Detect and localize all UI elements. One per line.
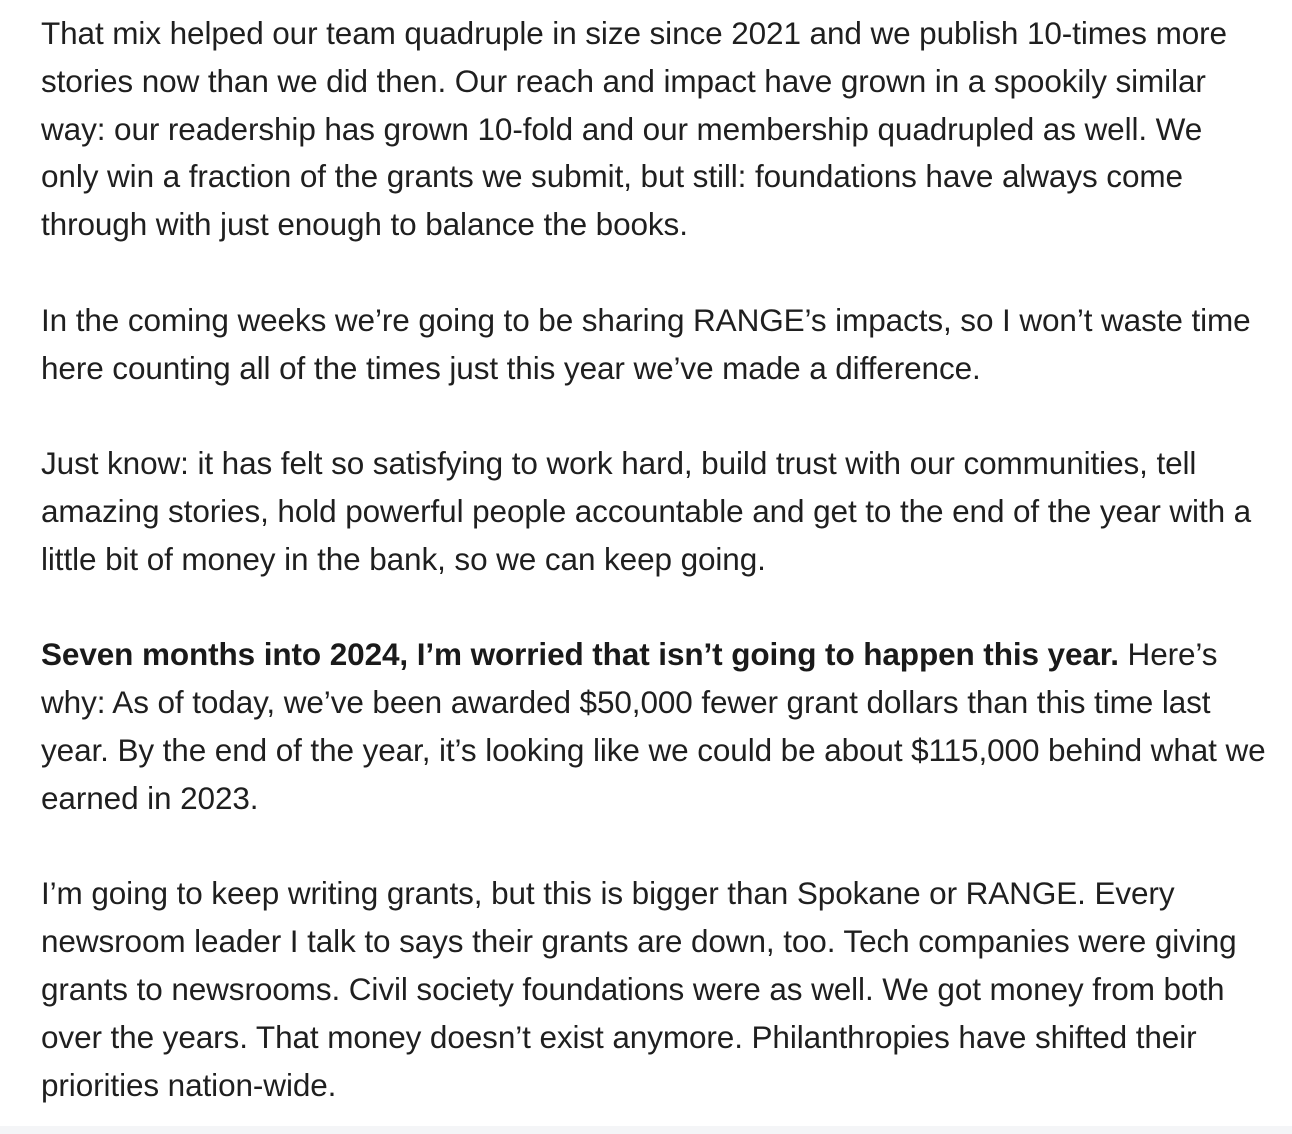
bottom-divider	[0, 1126, 1292, 1134]
paragraph-worried	[41, 631, 1266, 822]
paragraph-growth-text: That mix helped our team quadruple in size since 2021 and we publish 10-times more stories now than we did then. Our reach and impact have grown in a spookily similar way: our readership has grown 10-fold and our membership quadrupled as well. We only win a fraction of the grants we submit, but still: foundations have always come through with just enough to balance the books.	[41, 15, 1227, 243]
paragraph-satisfying-text: Just know: it has felt so satisfying to work hard, build trust with our communities, tell amazing stories, hold powerful people accountable and get to the end of the year with a little bit of money in the bank, so we can keep going.	[41, 445, 1252, 577]
paragraph-worried-bold: Seven months into 2024, I’m worried that isn’t going to happen this year.	[41, 636, 1119, 673]
paragraph-impacts	[41, 297, 1266, 393]
article-body	[41, 10, 1266, 1109]
paragraph-grants-text: I’m going to keep writing grants, but this is bigger than Spokane or RANGE. Every newsroom leader I talk to says their grants are down, too. Tech companies were giving grants to newsrooms. Civil society foundations were as well. We got money from both over the years. That money doesn’t exist anymore. Philanthropies have shifted their priorities nation-wide.	[41, 875, 1237, 1103]
paragraph-growth	[41, 10, 1266, 249]
paragraph-satisfying	[41, 440, 1266, 583]
paragraph-worried-text: Here’s why: As of today, we’ve been awarded $50,000 fewer grant dollars than this time last year. By the end of the year, it’s looking like we could be about $115,000 behind what we earned in 2023.	[41, 636, 1266, 816]
paragraph-grants	[41, 870, 1266, 1109]
paragraph-impacts-text: In the coming weeks we’re going to be sharing RANGE’s impacts, so I won’t waste time here counting all of the times just this year we’ve made a difference.	[41, 301, 1251, 386]
